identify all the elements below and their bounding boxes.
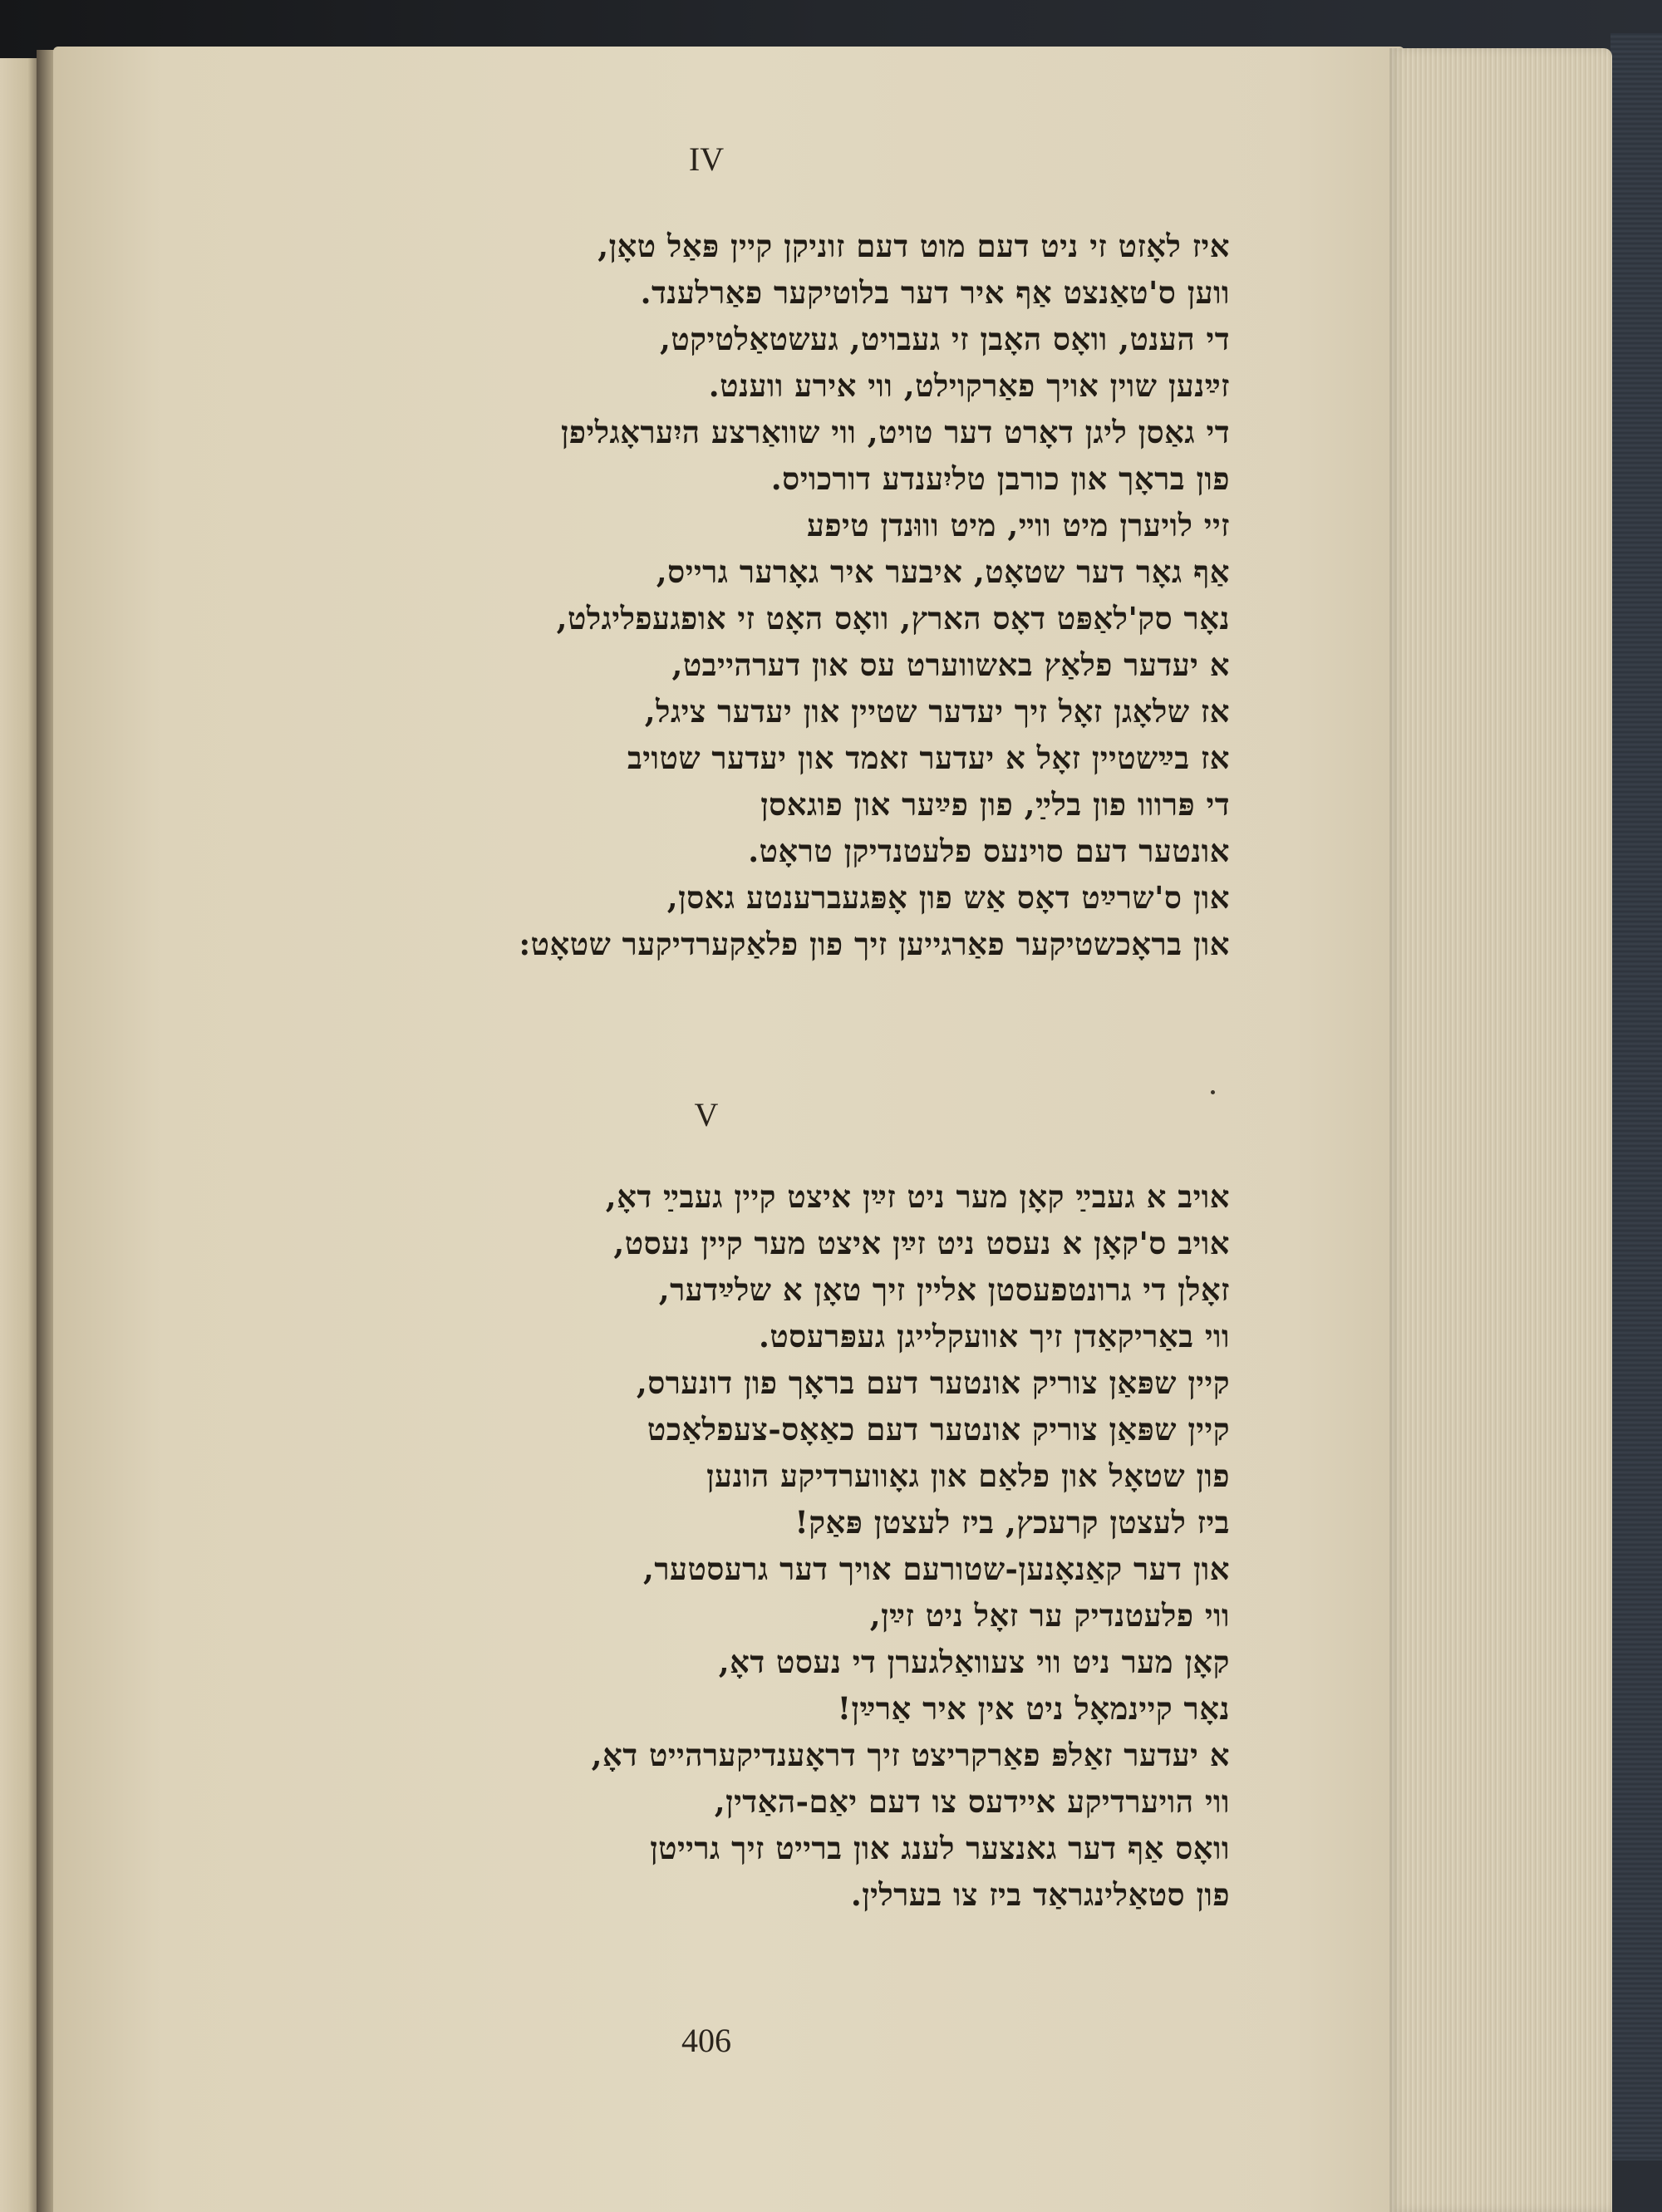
poem-section-iv bbox=[233, 223, 1230, 967]
verse-line: ווי הויערדיקע איידעס צו דעם יאַם-האַדין, bbox=[714, 1783, 1230, 1820]
verse-line: ווען ס'טאַנצט אַף איר דער בלוטיקער פאַרלענד. bbox=[640, 274, 1230, 311]
section-heading-iv: IV bbox=[688, 140, 725, 178]
cover-spine-edge bbox=[1610, 33, 1662, 2160]
ink-speck bbox=[1211, 1090, 1215, 1094]
verse-line: קיין שפּאַן צוריק אונטער דעם כאַאָס-צעפלאַכט bbox=[647, 1411, 1230, 1448]
verse-line: א יעדער זאַלפּ פאַרקריצט זיך דראָענדיקערהייט דאָ, bbox=[591, 1737, 1230, 1773]
verse-line: און בראָכשטיקער פאַרגייען זיך פון פלאַקערדיקער שטאָט: bbox=[519, 926, 1230, 962]
verse-line: אונטער דעם סוינעס פלעטנדיקן טראָט. bbox=[748, 833, 1230, 869]
verse-line: א יעדער פלאַץ באשווערט עס און דערהייבט, bbox=[671, 646, 1230, 683]
verse-line: פון סטאַלינגראַד ביז צו בערלין. bbox=[850, 1876, 1230, 1913]
verse-line: זײַנען שוין אויך פאַרקוילט, ווי אירע ווענט. bbox=[708, 367, 1230, 404]
verse-line: פון שטאָל און פלאַם און גאָווערדיקע הונען bbox=[706, 1457, 1230, 1494]
verse-line: ווי פלעטנדיק ער זאָל ניט זײַן, bbox=[869, 1597, 1230, 1634]
verse-line: די פּרווו פון בלײַ, פון פײַער און פוגאסן bbox=[760, 786, 1230, 823]
verse-line: אז שלאָגן זאָל זיך יעדער שטיין און יעדער ציגל, bbox=[644, 693, 1230, 730]
verse-line: זיי לויערן מיט ווײ, מיט וווּנדן טיפע bbox=[806, 507, 1230, 543]
verse-line: וואָס אַף דער גאנצער לענג און ברייט זיך גרייטן bbox=[650, 1830, 1230, 1866]
verse-line: קיין שפּאַן צוריק אונטער דעם בראָך פון דונערס, bbox=[636, 1364, 1230, 1401]
verse-line: די הענט, וואָס האָבן זי געבויט, געשטאַלטיקט, bbox=[659, 321, 1230, 357]
verse-line: נאָר סק'לאַפּט דאָס הארץ, וואָס האָט זי אופגעפליגלט, bbox=[556, 600, 1230, 637]
verse-line: קאָן מער ניט ווי צעוואַלגערן די נעסט דאָ, bbox=[718, 1644, 1230, 1680]
verse-line: אויב ס'קאָן א נעסט ניט זײַן איצט מער קיין נעסט, bbox=[613, 1225, 1230, 1261]
verse-line: אז בײַשטיין זאָל א יעדער זאמד און יעדער שטויב bbox=[627, 740, 1230, 776]
facing-page-edge bbox=[0, 58, 40, 2212]
verse-line: זאָלן די גרונטפעסטן אליין זיך טאָן א שלײַדער, bbox=[658, 1271, 1230, 1308]
verse-line: און דער קאַנאָנען-שטורעם אויך דער גרעסטער, bbox=[642, 1551, 1230, 1587]
verse-line: אויב א געבײַ קאָן מער ניט זײַן איצט קיין געבײַ דאָ, bbox=[605, 1178, 1230, 1215]
section-heading-v: V bbox=[694, 1096, 719, 1133]
verse-line: פון בראָך און כורבן טליִענדע דורכויס. bbox=[770, 460, 1230, 497]
verse-line: נאָר קיינמאָל ניט אין איר אַרײַן! bbox=[837, 1690, 1230, 1727]
verse-line: אַף גאָר דער שטאָט, איבער איר גאָרער גרייס, bbox=[656, 553, 1230, 590]
verse-line: איז לאָזט זי ניט דעם מוט דעם זוניקן קיין פּאַל טאָן, bbox=[597, 228, 1230, 264]
verse-line: די גאַסן ליגן דאָרט דער טויט, ווי שוואַרצע היִעראָגליפן bbox=[560, 414, 1230, 450]
poem-section-v bbox=[233, 1173, 1230, 1918]
page-number: 406 bbox=[681, 2022, 731, 2059]
verse-line: ביז לעצטן קרעכץ, ביז לעצטן פּאַק! bbox=[794, 1504, 1230, 1541]
verse-line: און ס'שרײַט דאָס אַש פון אָפּגעברענטע גאסן, bbox=[666, 879, 1230, 916]
verse-line: ווי באַריקאַדן זיך אוועקלייגן געפּרעסט. bbox=[758, 1318, 1230, 1354]
page-stack-edge bbox=[1389, 48, 1612, 2212]
